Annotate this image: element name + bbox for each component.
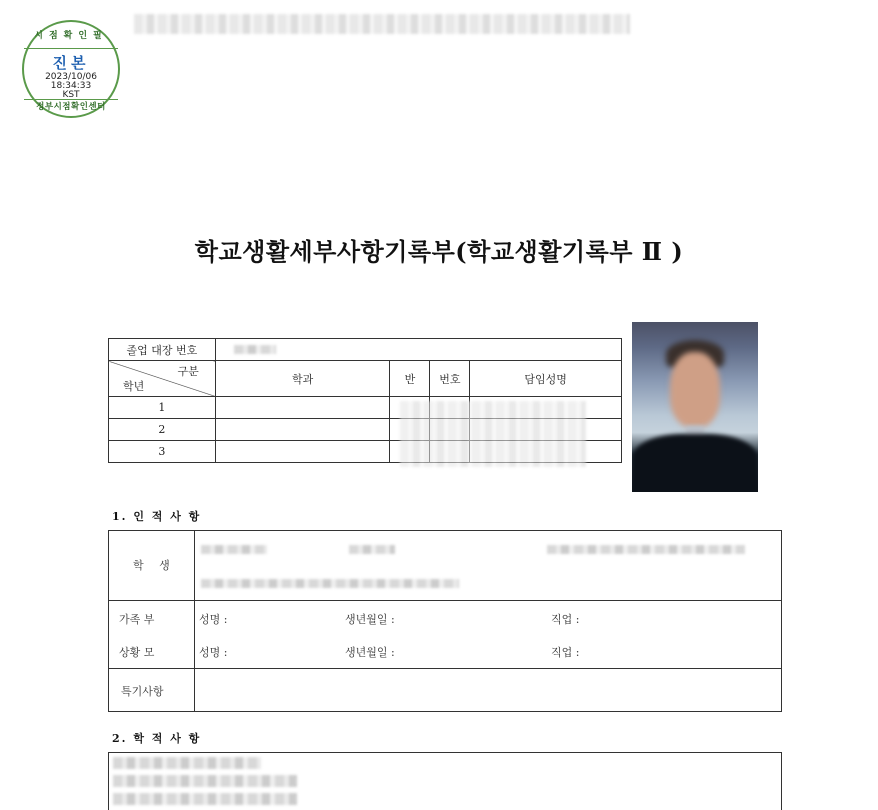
section-enrollment-title: 2. 학 적 사 항 xyxy=(112,732,202,745)
header-row xyxy=(109,361,622,397)
grade-cell: 2 xyxy=(109,419,216,441)
graduation-register-label: 졸업 대장 번호 xyxy=(109,339,216,361)
document-title: 학교생활세부사항기록부(학교생활기록부 Ⅱ ) xyxy=(194,237,684,266)
grade-cell: 1 xyxy=(109,397,216,419)
stamp-top-text: 시점확인필 xyxy=(34,31,108,41)
personal-info-box xyxy=(108,530,782,712)
stamp-date: 2023/10/06 xyxy=(45,72,97,82)
photo-body xyxy=(632,434,758,492)
family-label-mother: 상황 모 xyxy=(119,646,155,659)
stamp-bottom-text: 정부시점확인센터 xyxy=(36,102,106,112)
department-cell xyxy=(215,397,390,419)
row-divider-1 xyxy=(109,600,781,601)
redacted-student-id xyxy=(547,545,745,554)
notes-label: 특기사항 xyxy=(121,685,164,698)
father-birth-label: 생년월일 : xyxy=(345,613,395,626)
stamp-band-top xyxy=(24,48,118,49)
diag-bottom-left: 학년 xyxy=(123,380,145,393)
department-cell xyxy=(215,419,390,441)
redacted-enrollment-line-3 xyxy=(113,793,297,805)
father-job-label: 직업 : xyxy=(551,613,580,626)
col-header-number: 번호 xyxy=(430,361,470,397)
section-personal-info-title: 1. 인 적 사 항 xyxy=(112,510,202,523)
enrollment-info-box xyxy=(108,752,782,810)
diag-top-right: 구분 xyxy=(177,365,199,378)
redacted-student-name xyxy=(201,545,267,554)
family-label-father: 가족 부 xyxy=(119,613,155,626)
redacted-student-gender xyxy=(349,545,395,554)
redacted-enrollment-line-1 xyxy=(113,757,261,769)
redacted-register-number xyxy=(234,345,276,354)
father-name-label: 성명 : xyxy=(199,613,228,626)
verification-stamp xyxy=(22,20,120,118)
col-header-class: 반 xyxy=(390,361,430,397)
grade-cell: 3 xyxy=(109,441,216,463)
diagonal-header-cell xyxy=(109,361,216,397)
col-header-department: 학과 xyxy=(215,361,390,397)
stamp-center-text: 진본 xyxy=(52,54,90,72)
redacted-enrollment-line-2 xyxy=(113,775,297,787)
mother-job-label: 직업 : xyxy=(551,646,580,659)
redacted-class-info xyxy=(400,401,586,467)
stamp-timezone: KST xyxy=(62,90,80,100)
redacted-student-address xyxy=(201,579,459,588)
mother-birth-label: 생년월일 : xyxy=(345,646,395,659)
student-photo xyxy=(632,322,758,492)
mother-name-label: 성명 : xyxy=(199,646,228,659)
row-divider-2 xyxy=(109,668,781,669)
redacted-header-text xyxy=(134,14,630,34)
col-header-homeroom-teacher: 담임성명 xyxy=(470,361,622,397)
label-divider xyxy=(194,531,195,711)
photo-face xyxy=(670,352,720,427)
student-label: 학 생 xyxy=(133,559,176,572)
graduation-register-row xyxy=(109,339,622,361)
stamp-time: 18:34:33 xyxy=(50,81,92,91)
department-cell xyxy=(215,441,390,463)
graduation-register-value xyxy=(215,339,621,361)
